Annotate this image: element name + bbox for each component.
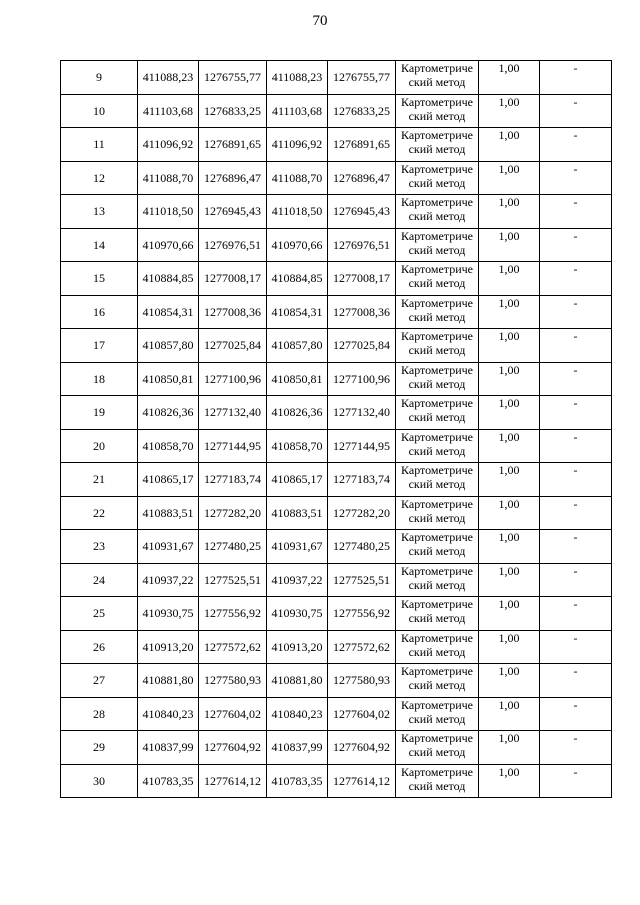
y-coordinate-cell: 1277580,93 bbox=[199, 664, 267, 698]
y-coordinate-cell: 1277480,25 bbox=[199, 530, 267, 564]
y-coordinate-cell: 1277008,17 bbox=[199, 262, 267, 296]
point-number-cell: 9 bbox=[61, 61, 138, 95]
y-coordinate-cell: 1277525,51 bbox=[199, 563, 267, 597]
accuracy-cell: 1,00 bbox=[479, 496, 540, 530]
method-line-2: ский метод bbox=[408, 142, 466, 156]
method-line-1: Картометриче bbox=[401, 429, 473, 444]
point-number-cell: 19 bbox=[61, 396, 138, 430]
point-number-cell: 18 bbox=[61, 362, 138, 396]
method-line-2: ский метод bbox=[408, 309, 466, 324]
table-row bbox=[61, 530, 612, 564]
x-coordinate-cell: 411018,50 bbox=[138, 195, 199, 229]
y-coordinate-cell: 1277604,02 bbox=[199, 697, 267, 731]
method-line-2: ский метод bbox=[408, 276, 466, 290]
method-line-1: Картометриче bbox=[401, 496, 473, 511]
y-coordinate-new-cell: 1277614,12 bbox=[328, 764, 396, 798]
y-coordinate-cell: 1277100,96 bbox=[199, 362, 267, 396]
note-cell: - bbox=[540, 563, 612, 597]
x-coordinate-cell: 410857,80 bbox=[138, 329, 199, 363]
y-coordinate-cell: 1277144,95 bbox=[199, 429, 267, 463]
x-coordinate-new-cell: 410840,23 bbox=[267, 697, 328, 731]
coordinates-table bbox=[60, 60, 612, 798]
accuracy-cell: 1,00 bbox=[479, 61, 540, 95]
note-cell: - bbox=[540, 195, 612, 229]
y-coordinate-cell: 1276891,65 bbox=[199, 128, 267, 162]
method-line-1: Картометриче bbox=[401, 697, 473, 712]
method-cell bbox=[396, 496, 479, 530]
accuracy-cell: 1,00 bbox=[479, 396, 540, 430]
method-line-1: Картометриче bbox=[401, 463, 473, 477]
accuracy-cell: 1,00 bbox=[479, 463, 540, 497]
table-row bbox=[61, 329, 612, 363]
table-row bbox=[61, 228, 612, 262]
y-coordinate-new-cell: 1277525,51 bbox=[328, 563, 396, 597]
x-coordinate-cell: 410970,66 bbox=[138, 228, 199, 262]
table-row bbox=[61, 597, 612, 631]
method-line-1: Картометриче bbox=[401, 329, 473, 343]
method-line-2: ский метод bbox=[408, 711, 466, 726]
method-line-2: ский метод bbox=[408, 611, 466, 625]
y-coordinate-new-cell: 1276891,65 bbox=[328, 128, 396, 162]
accuracy-cell: 1,00 bbox=[479, 228, 540, 262]
method-cell bbox=[396, 530, 479, 564]
y-coordinate-new-cell: 1276833,25 bbox=[328, 94, 396, 128]
note-cell: - bbox=[540, 396, 612, 430]
y-coordinate-cell: 1277604,92 bbox=[199, 731, 267, 765]
accuracy-cell: 1,00 bbox=[479, 161, 540, 195]
point-number-cell: 30 bbox=[61, 764, 138, 798]
note-cell: - bbox=[540, 764, 612, 798]
method-cell bbox=[396, 630, 479, 664]
method-line-1: Картометриче bbox=[401, 597, 473, 611]
accuracy-cell: 1,00 bbox=[479, 195, 540, 229]
method-line-2: ский метод bbox=[408, 477, 466, 491]
accuracy-cell: 1,00 bbox=[479, 764, 540, 798]
accuracy-cell: 1,00 bbox=[479, 295, 540, 329]
accuracy-cell: 1,00 bbox=[479, 697, 540, 731]
note-cell: - bbox=[540, 362, 612, 396]
method-line-1: Картометриче bbox=[401, 94, 473, 109]
method-line-1: Картометриче bbox=[401, 228, 473, 243]
point-number-cell: 13 bbox=[61, 195, 138, 229]
method-cell bbox=[396, 228, 479, 262]
method-cell bbox=[396, 463, 479, 497]
note-cell: - bbox=[540, 262, 612, 296]
point-number-cell: 10 bbox=[61, 94, 138, 128]
accuracy-cell: 1,00 bbox=[479, 630, 540, 664]
method-line-1: Картометриче bbox=[401, 161, 473, 176]
accuracy-cell: 1,00 bbox=[479, 94, 540, 128]
point-number-cell: 27 bbox=[61, 664, 138, 698]
method-line-2: ский метод bbox=[408, 443, 466, 458]
method-line-2: ский метод bbox=[408, 577, 466, 592]
method-line-2: ский метод bbox=[408, 544, 466, 558]
x-coordinate-new-cell: 410970,66 bbox=[267, 228, 328, 262]
note-cell: - bbox=[540, 295, 612, 329]
point-number-cell: 26 bbox=[61, 630, 138, 664]
x-coordinate-cell: 410937,22 bbox=[138, 563, 199, 597]
table-row bbox=[61, 396, 612, 430]
method-line-2: ский метод bbox=[408, 644, 466, 659]
x-coordinate-cell: 410865,17 bbox=[138, 463, 199, 497]
note-cell: - bbox=[540, 530, 612, 564]
method-line-1: Картометриче bbox=[401, 664, 473, 678]
note-cell: - bbox=[540, 94, 612, 128]
table-row bbox=[61, 496, 612, 530]
y-coordinate-new-cell: 1277604,92 bbox=[328, 731, 396, 765]
point-number-cell: 22 bbox=[61, 496, 138, 530]
x-coordinate-cell: 410884,85 bbox=[138, 262, 199, 296]
table-row bbox=[61, 630, 612, 664]
point-number-cell: 24 bbox=[61, 563, 138, 597]
method-cell bbox=[396, 429, 479, 463]
y-coordinate-new-cell: 1277132,40 bbox=[328, 396, 396, 430]
x-coordinate-new-cell: 410931,67 bbox=[267, 530, 328, 564]
y-coordinate-new-cell: 1276976,51 bbox=[328, 228, 396, 262]
note-cell: - bbox=[540, 429, 612, 463]
note-cell: - bbox=[540, 61, 612, 95]
x-coordinate-new-cell: 410913,20 bbox=[267, 630, 328, 664]
method-line-1: Картометриче bbox=[401, 764, 473, 779]
method-cell bbox=[396, 362, 479, 396]
method-line-2: ский метод bbox=[408, 175, 466, 190]
x-coordinate-new-cell: 410850,81 bbox=[267, 362, 328, 396]
y-coordinate-new-cell: 1276945,43 bbox=[328, 195, 396, 229]
x-coordinate-cell: 411088,70 bbox=[138, 161, 199, 195]
y-coordinate-cell: 1276833,25 bbox=[199, 94, 267, 128]
y-coordinate-cell: 1277025,84 bbox=[199, 329, 267, 363]
table-row bbox=[61, 731, 612, 765]
method-line-2: ский метод bbox=[408, 410, 466, 424]
point-number-cell: 21 bbox=[61, 463, 138, 497]
y-coordinate-new-cell: 1277144,95 bbox=[328, 429, 396, 463]
point-number-cell: 29 bbox=[61, 731, 138, 765]
table-row bbox=[61, 563, 612, 597]
x-coordinate-new-cell: 411103,68 bbox=[267, 94, 328, 128]
accuracy-cell: 1,00 bbox=[479, 329, 540, 363]
method-cell bbox=[396, 94, 479, 128]
note-cell: - bbox=[540, 597, 612, 631]
x-coordinate-cell: 411103,68 bbox=[138, 94, 199, 128]
method-cell bbox=[396, 61, 479, 95]
y-coordinate-cell: 1276945,43 bbox=[199, 195, 267, 229]
method-line-1: Картометриче bbox=[401, 195, 473, 209]
y-coordinate-cell: 1277008,36 bbox=[199, 295, 267, 329]
y-coordinate-new-cell: 1277008,17 bbox=[328, 262, 396, 296]
note-cell: - bbox=[540, 161, 612, 195]
y-coordinate-new-cell: 1277572,62 bbox=[328, 630, 396, 664]
method-line-1: Картометриче bbox=[401, 530, 473, 544]
method-line-1: Картометриче bbox=[401, 630, 473, 645]
table-row bbox=[61, 362, 612, 396]
x-coordinate-cell: 410931,67 bbox=[138, 530, 199, 564]
y-coordinate-new-cell: 1277025,84 bbox=[328, 329, 396, 363]
point-number-cell: 28 bbox=[61, 697, 138, 731]
y-coordinate-new-cell: 1277480,25 bbox=[328, 530, 396, 564]
table-row bbox=[61, 764, 612, 798]
y-coordinate-cell: 1276976,51 bbox=[199, 228, 267, 262]
y-coordinate-cell: 1277556,92 bbox=[199, 597, 267, 631]
y-coordinate-new-cell: 1276755,77 bbox=[328, 61, 396, 95]
point-number-cell: 23 bbox=[61, 530, 138, 564]
method-line-2: ский метод bbox=[408, 209, 466, 223]
x-coordinate-new-cell: 410837,99 bbox=[267, 731, 328, 765]
accuracy-cell: 1,00 bbox=[479, 429, 540, 463]
point-number-cell: 17 bbox=[61, 329, 138, 363]
y-coordinate-new-cell: 1277556,92 bbox=[328, 597, 396, 631]
y-coordinate-cell: 1277282,20 bbox=[199, 496, 267, 530]
method-line-2: ский метод bbox=[408, 343, 466, 357]
x-coordinate-new-cell: 410883,51 bbox=[267, 496, 328, 530]
method-line-1: Картометриче bbox=[401, 295, 473, 310]
point-number-cell: 11 bbox=[61, 128, 138, 162]
accuracy-cell: 1,00 bbox=[479, 597, 540, 631]
note-cell: - bbox=[540, 697, 612, 731]
note-cell: - bbox=[540, 496, 612, 530]
point-number-cell: 12 bbox=[61, 161, 138, 195]
method-cell bbox=[396, 597, 479, 631]
accuracy-cell: 1,00 bbox=[479, 262, 540, 296]
table-row bbox=[61, 697, 612, 731]
x-coordinate-new-cell: 411096,92 bbox=[267, 128, 328, 162]
method-line-2: ский метод bbox=[408, 376, 466, 391]
x-coordinate-cell: 410858,70 bbox=[138, 429, 199, 463]
y-coordinate-cell: 1276755,77 bbox=[199, 61, 267, 95]
x-coordinate-new-cell: 410865,17 bbox=[267, 463, 328, 497]
note-cell: - bbox=[540, 731, 612, 765]
method-line-2: ский метод bbox=[408, 678, 466, 692]
x-coordinate-new-cell: 410857,80 bbox=[267, 329, 328, 363]
method-cell bbox=[396, 563, 479, 597]
y-coordinate-new-cell: 1277282,20 bbox=[328, 496, 396, 530]
table-row bbox=[61, 128, 612, 162]
accuracy-cell: 1,00 bbox=[479, 362, 540, 396]
method-line-2: ский метод bbox=[408, 242, 466, 257]
table-row bbox=[61, 262, 612, 296]
y-coordinate-new-cell: 1277100,96 bbox=[328, 362, 396, 396]
table-row bbox=[61, 61, 612, 95]
note-cell: - bbox=[540, 329, 612, 363]
x-coordinate-new-cell: 410783,35 bbox=[267, 764, 328, 798]
x-coordinate-new-cell: 410884,85 bbox=[267, 262, 328, 296]
method-cell bbox=[396, 329, 479, 363]
table-row bbox=[61, 664, 612, 698]
method-cell bbox=[396, 764, 479, 798]
note-cell: - bbox=[540, 228, 612, 262]
x-coordinate-new-cell: 410826,36 bbox=[267, 396, 328, 430]
accuracy-cell: 1,00 bbox=[479, 731, 540, 765]
page-number: 70 bbox=[312, 13, 328, 29]
x-coordinate-cell: 410850,81 bbox=[138, 362, 199, 396]
method-cell bbox=[396, 731, 479, 765]
x-coordinate-cell: 410826,36 bbox=[138, 396, 199, 430]
method-cell bbox=[396, 161, 479, 195]
note-cell: - bbox=[540, 128, 612, 162]
y-coordinate-new-cell: 1277604,02 bbox=[328, 697, 396, 731]
point-number-cell: 20 bbox=[61, 429, 138, 463]
y-coordinate-cell: 1276896,47 bbox=[199, 161, 267, 195]
note-cell: - bbox=[540, 664, 612, 698]
x-coordinate-new-cell: 411018,50 bbox=[267, 195, 328, 229]
method-line-1: Картометриче bbox=[401, 396, 473, 410]
accuracy-cell: 1,00 bbox=[479, 530, 540, 564]
accuracy-cell: 1,00 bbox=[479, 128, 540, 162]
method-cell bbox=[396, 262, 479, 296]
x-coordinate-cell: 410913,20 bbox=[138, 630, 199, 664]
method-cell bbox=[396, 195, 479, 229]
point-number-cell: 25 bbox=[61, 597, 138, 631]
x-coordinate-new-cell: 410854,31 bbox=[267, 295, 328, 329]
x-coordinate-cell: 410881,80 bbox=[138, 664, 199, 698]
y-coordinate-new-cell: 1276896,47 bbox=[328, 161, 396, 195]
method-line-2: ский метод bbox=[408, 745, 466, 759]
note-cell: - bbox=[540, 463, 612, 497]
table-row bbox=[61, 161, 612, 195]
method-line-1: Картометриче bbox=[401, 128, 473, 142]
table-body bbox=[61, 61, 612, 798]
x-coordinate-new-cell: 410937,22 bbox=[267, 563, 328, 597]
y-coordinate-cell: 1277132,40 bbox=[199, 396, 267, 430]
method-line-1: Картометриче bbox=[401, 362, 473, 377]
method-line-2: ский метод bbox=[408, 778, 466, 793]
y-coordinate-cell: 1277572,62 bbox=[199, 630, 267, 664]
x-coordinate-new-cell: 410858,70 bbox=[267, 429, 328, 463]
method-cell bbox=[396, 664, 479, 698]
x-coordinate-new-cell: 411088,23 bbox=[267, 61, 328, 95]
x-coordinate-cell: 410930,75 bbox=[138, 597, 199, 631]
y-coordinate-new-cell: 1277183,74 bbox=[328, 463, 396, 497]
x-coordinate-cell: 410854,31 bbox=[138, 295, 199, 329]
method-line-2: ский метод bbox=[408, 75, 466, 89]
table-row bbox=[61, 429, 612, 463]
method-cell bbox=[396, 396, 479, 430]
method-line-1: Картометриче bbox=[401, 61, 473, 75]
method-line-1: Картометриче bbox=[401, 262, 473, 276]
table-row bbox=[61, 295, 612, 329]
accuracy-cell: 1,00 bbox=[479, 664, 540, 698]
accuracy-cell: 1,00 bbox=[479, 563, 540, 597]
point-number-cell: 16 bbox=[61, 295, 138, 329]
method-cell bbox=[396, 295, 479, 329]
table-row bbox=[61, 463, 612, 497]
x-coordinate-new-cell: 411088,70 bbox=[267, 161, 328, 195]
method-line-1: Картометриче bbox=[401, 731, 473, 745]
x-coordinate-cell: 411088,23 bbox=[138, 61, 199, 95]
note-cell: - bbox=[540, 630, 612, 664]
method-line-2: ский метод bbox=[408, 510, 466, 525]
method-line-1: Картометриче bbox=[401, 563, 473, 578]
y-coordinate-cell: 1277183,74 bbox=[199, 463, 267, 497]
table-row bbox=[61, 94, 612, 128]
x-coordinate-cell: 410883,51 bbox=[138, 496, 199, 530]
x-coordinate-cell: 410837,99 bbox=[138, 731, 199, 765]
x-coordinate-new-cell: 410881,80 bbox=[267, 664, 328, 698]
x-coordinate-cell: 410783,35 bbox=[138, 764, 199, 798]
method-cell bbox=[396, 697, 479, 731]
point-number-cell: 15 bbox=[61, 262, 138, 296]
method-line-2: ский метод bbox=[408, 108, 466, 123]
table-row bbox=[61, 195, 612, 229]
x-coordinate-cell: 410840,23 bbox=[138, 697, 199, 731]
y-coordinate-new-cell: 1277580,93 bbox=[328, 664, 396, 698]
x-coordinate-new-cell: 410930,75 bbox=[267, 597, 328, 631]
x-coordinate-cell: 411096,92 bbox=[138, 128, 199, 162]
y-coordinate-cell: 1277614,12 bbox=[199, 764, 267, 798]
y-coordinate-new-cell: 1277008,36 bbox=[328, 295, 396, 329]
method-cell bbox=[396, 128, 479, 162]
point-number-cell: 14 bbox=[61, 228, 138, 262]
